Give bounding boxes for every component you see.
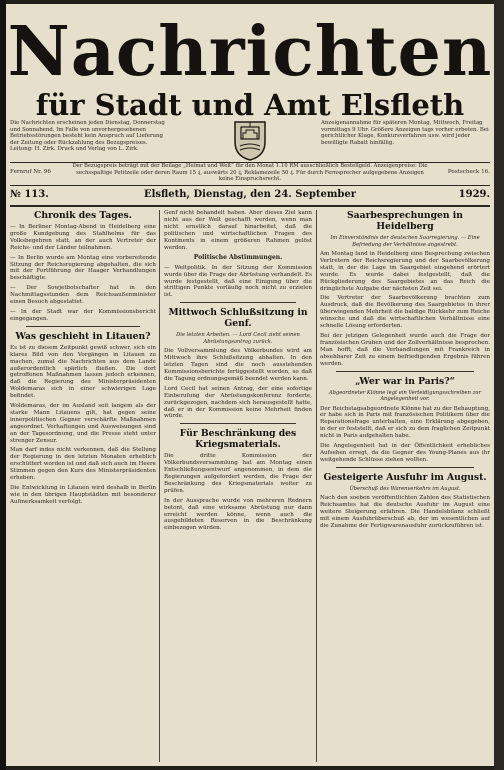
article-paragraph: Am Montag fand in Heidelberg eine Besprechung zwischen Vertretern der Reichsregierung und der Saarbevölkerung statt, in der die Lage im Saargebiet eingehend erörtert wurde. Es wurde dabei festgestellt, daß die Rückgliederung des Saargebietes an das Reich die dringlichste Aufgabe der nächsten Zeit sei. — [320, 251, 490, 292]
article-heading: „Wer war in Paris?“ — [355, 375, 455, 387]
column-divider — [159, 210, 160, 762]
phone-number: Fernruf Nr. 96 — [10, 169, 51, 175]
article-subheading: Die letzten Arbeiten. — Lord Cecil zieht seinen Abrüstungsantrag zurück. — [176, 332, 300, 345]
article-heading: Was geschieht in Litauen? — [15, 330, 151, 342]
article-paragraph: Die Vollversammlung des Völkerbundes wird am Mittwoch ihre Schlußsitzung abhalten. In den letzten Tagen sind die noch ausstehenden Kommissionsberichte fertiggestellt worden, so daß die Tagung ordnungsgemäß beendet werden kann. — [164, 348, 312, 382]
article-heading: Saarbesprechungen in Heidelberg — [347, 210, 463, 232]
article-subheading: Im Einverständnis der deutschen Saarregierung. — Eine Befriedung der Verhältnisse angestrebt. — [330, 235, 480, 248]
column-divider — [316, 210, 317, 762]
advertising-info: Anzeigenannahme für späteren Montag, Mittwoch, Freitag vormittags 9 Uhr. Größere Anzeigen tags vorher erbeten. Bei gerichtlicher Klage, Konkursverfahren usw. wird jeder bewilligte Rabatt hinfällig. — [321, 120, 489, 146]
article-subheading: Überschuß des Warenverkehrs im August. — [349, 485, 461, 492]
article-paragraph: Woldemaras, der im Ausland seit langem als der starke Mann Litauens gilt, hat gegen seine innerpolitischen Gegner verschärfte Maßnahmen angeordnet. Verhaftungen und Ausweisungen sind an der Tagesordnung, und die Presse steht unter strenger Zensur. — [10, 403, 156, 444]
article-heading: Gesteigerte Ausfuhr im August. — [323, 471, 487, 483]
article-paragraph: — In Berliner Montag-Abend in Heidelberg eine große Kundgebung des Stahlhelms für das Volksbegehren statt, an der auch Vertreter der Reichs- und der Länder teilnahmen. — [10, 224, 156, 251]
page-edge — [494, 0, 504, 770]
article-paragraph: Die Entwicklung in Litauen wird deshalb in Berlin wie in den übrigen Hauptstädten mit besonderer Aufmerksamkeit verfolgt. — [10, 485, 156, 505]
article-paragraph: — Der Sowjetbotschafter hat in den Nachmittagsstunden dem Reichsaußenminister einen Besuch abgestattet. — [10, 285, 156, 306]
dateline-rule — [10, 205, 490, 207]
column-middle — [164, 210, 312, 766]
article-paragraph: Nach den soeben veröffentlichten Zahlen des Statistischen Reichsamtes hat die deutsche Ausfuhr im August eine weitere Steigerung erfahren. Die Handelsbilanz schließt mit einem Ausfuhrüberschuß ab, der im wesentlichen auf die Zunahme der Fertigwarenausfuhr zurückzuführen ist. — [320, 495, 490, 529]
article-separator — [336, 371, 474, 372]
article-paragraph: — In der Stadt war der Kommissionsbericht eingegangen. — [10, 308, 156, 322]
article-heading: Mittwoch Schlußsitzung in Genf. — [168, 307, 308, 330]
article-paragraph: Man darf indes nicht verkennen, daß die Stellung der Regierung in den letzten Monaten erheblich erschüttert worden ist und daß sich auch im Heere Stimmen gegen den Kurs des Ministerpräsidenten erheben. — [10, 447, 156, 482]
strip-rule — [10, 185, 490, 186]
article-separator — [180, 302, 296, 303]
column-right — [320, 210, 490, 766]
article-paragraph: Es ist zu diesem Zeitpunkt gewiß schwer, sich ein klares Bild von den Vorgängen in Litauen zu machen, zumal die Nachrichten aus dem Lande außerordentlich spärlich fließen. Die dort getroffenen Maßnahmen lassen jedoch erkennen, daß die Regierung des Ministerpräsidenten Woldemaras sich in einer schwierigen Lage befindet. — [10, 344, 156, 400]
column-left — [10, 210, 156, 766]
article-separator — [180, 423, 296, 424]
issue-number: № 113. — [10, 189, 49, 200]
price-strip — [10, 163, 490, 183]
article-subheading: Politische Abstimmungen. — [193, 254, 283, 262]
dateline — [10, 187, 490, 203]
newspaper-subtitle: für Stadt und Amt Elsfleth — [35, 88, 465, 122]
article-paragraph: In der Aussprache wurde von mehreren Rednern betont, daß eine wirksame Abrüstung nur dann erreicht werden könne, wenn auch die ausgebildeten Reserven in die Beschränkung einbezogen würden. — [164, 497, 312, 532]
postal-check: Postscheck 16. — [447, 169, 490, 175]
newspaper-title: Nachrichten — [7, 12, 493, 92]
article-paragraph: Genf nicht behandelt haben. Aber dieses Ziel kann nicht aus der Welt geschafft werden, wenn man nicht ernstlich darauf hinarbeitet, daß die politischen und wirtschaftlichen Fragen des Kontinents in einem größeren Rahmen gelöst werden. — [164, 210, 312, 251]
town-crest-icon — [232, 118, 268, 162]
article-paragraph: Die Angelegenheit hat in der Öffentlichkeit erhebliches Aufsehen erregt, da die Gegner des Young-Planes aus ihr weitgehende Schlüsse ziehen wollten. — [320, 443, 490, 463]
article-separator — [336, 467, 474, 468]
article-paragraph: Die Vertreter der Saarbevölkerung brachten zum Ausdruck, daß die Bevölkerung des Saargebietes in ihrer überwiegenden Mehrheit die baldige Rückkehr zum Reiche wünsche und daß die wirtschaftlichen Verhältnisse eine schnelle Lösung erforderten. — [320, 295, 490, 330]
article-separator — [26, 326, 140, 327]
article-heading: Für Beschränkung des Kriegsmaterials. — [179, 428, 297, 451]
issue-date: Elsfleth, Dienstag, den 24. September — [143, 189, 357, 200]
article-paragraph: — Weltpolitik. In der Sitzung der Kommission wurde über die Frage der Abrüstung verhandelt. Es wurde festgestellt, daß eine Einigung über die strittigen Punkte vorläufig noch nicht zu erzielen ist. — [164, 264, 312, 299]
newspaper-page — [6, 4, 494, 766]
article-subheading: Abgeordneter Klönne legt ein Verteidigungsschreiben zur Angelegenheit vor. — [328, 389, 482, 402]
article-paragraph: Bei der jetzigen Gelegenheit wurde auch die Frage der französischen Gruben und der Zollverhältnisse besprochen. Man hofft, daß die Verhandlungen mit Frankreich in absehbarer Zeit zu einem befriedigenden Ergebnis führen werden. — [320, 332, 490, 367]
article-paragraph: — In Berlin wurde am Montag eine vorbereitende Sitzung der Reichsregierung abgehalten, die sich mit der Fortführung der Haager Verhandlungen beschäftigte. — [10, 254, 156, 282]
publication-info: Die Nachrichten erscheinen jeden Dienstag, Donnerstag und Sonnabend. Im Falle von unvorhergesehenen Betriebsstörungen besteht kein Anspruch auf Lieferung der Zeitung oder Rückzahlung des Bezugspreises. Leitung: H. Zirk. Druck und Verlag von L. Zirk. — [10, 120, 165, 153]
article-paragraph: Der Reichstagsabgeordnete Klönne hat zu der Behauptung, er habe sich in Paris mit französischen Politikern über die Reparationsfrage unterhalten, eine Erklärung abgegeben, in der er feststellt, daß er sich zu dem fraglichen Zeitpunkt nicht in Paris aufgehalten habe. — [320, 405, 490, 440]
issue-year: 1929. — [458, 189, 490, 200]
article-paragraph: Lord Cecil hat seinen Antrag, der eine sofortige Einberufung der Abrüstungskonferenz forderte, zurückgezogen, nachdem sich herausgestellt hatte, daß er in der Kommission keine Mehrheit finden würde. — [164, 385, 312, 420]
article-paragraph: Die dritte Kommission der Völkerbundsversammlung hat am Montag einen Entschließungsentwurf angenommen, in dem die Regierungen aufgefordert werden, die Frage der Beschränkung des Kriegsmaterials weiter zu prüfen. — [164, 453, 312, 494]
price-info: Der Bezugspreis beträgt mit der Beilage „Heimat und Welt“ für den Monat 1.10 RM ausschließlich Bestellgeld. Anzeigenpreise: Die sechsspaltige Petitzeile oder deren Raum 15 ₰, auswärts 20 ₰, Reklamezeile 50 ₰. Für durch Fernsprecher aufgegebene Anzeigen keine Einspruchsrecht. — [72, 163, 428, 182]
article-heading: Chronik des Tages. — [34, 210, 132, 221]
